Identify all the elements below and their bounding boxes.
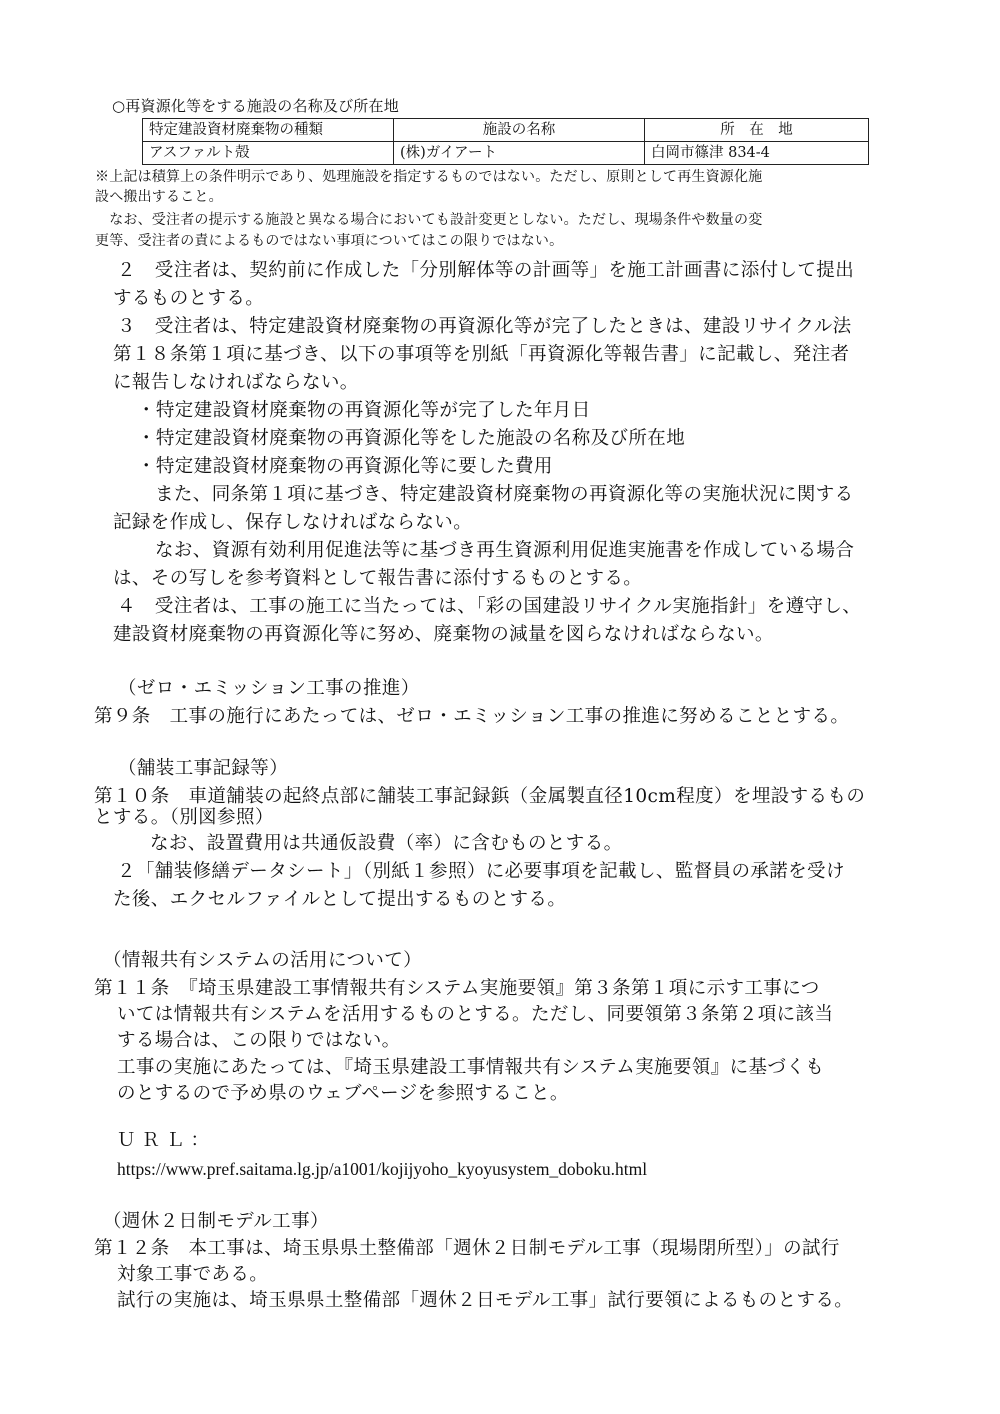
article8-para: ４ 受注者は、工事の施工に当たっては、「彩の国建設リサイクル実施指針」を遵守し、: [117, 596, 862, 617]
article12-text: 試行の実施は、埼玉県県土整備部「週休２日モデル工事」試行要領によるものとする。: [117, 1290, 854, 1311]
url-label: ＵＲＬ：: [117, 1130, 216, 1151]
article8-para: するものとする。: [113, 288, 265, 309]
cell-location: 白岡市篠津 834-4: [645, 142, 869, 165]
note-line: ※上記は積算上の条件明示であり、処理施設を指定するものではない。ただし、原則として再生資源化施: [95, 169, 763, 185]
article12-text: 第１２条 本工事は、埼玉県県土整備部「週休２日制モデル工事（現場閉所型）」の試行: [94, 1238, 840, 1259]
info-sharing-url-link[interactable]: https://www.pref.saitama.lg.jp/a1001/kojijyoho_kyoyusystem_doboku.html: [117, 1159, 648, 1179]
article11-text: いては情報共有システムを活用するものとする。ただし、同要領第３条第２項に該当: [117, 1004, 834, 1025]
article11-text: 工事の実施にあたっては、『埼玉県建設工事情報共有システム実施要領』に基づくも: [117, 1057, 825, 1078]
table-row: [143, 142, 869, 165]
article8-para: なお、資源有効利用促進法等に基づき再生資源利用促進実施書を作成している場合: [155, 540, 855, 561]
header-location: 所 在 地: [645, 119, 869, 142]
article9-text: 第９条 工事の施行にあたっては、ゼロ・エミッション工事の推進に努めることとする。: [94, 706, 850, 727]
header-waste-type: 特定建設資材廃棄物の種類: [143, 119, 394, 142]
article11-heading: （情報共有システムの活用について）: [103, 950, 423, 971]
article10-text: ２「舗装修繕データシート」（別紙１参照）に必要事項を記載し、監督員の承諾を受け: [117, 861, 845, 882]
article8-para: は、その写しを参考資料として報告書に添付するものとする。: [113, 568, 643, 589]
article10-text: とする。（別図参照）: [94, 807, 274, 828]
cell-waste-type: アスファルト殻: [143, 142, 394, 165]
cell-facility-name: (株)ガイアート: [394, 142, 645, 165]
article10-text: た後、エクセルファイルとして提出するものとする。: [113, 889, 567, 910]
table-header-row: [143, 119, 869, 142]
article8-para: に報告しなければならない。: [113, 372, 359, 393]
facility-table: [142, 118, 869, 165]
article11-text: のとするので予め県のウェブページを参照すること。: [117, 1083, 569, 1104]
article8-para: 建設資材廃棄物の再資源化等に努め、廃棄物の減量を図らなければならない。: [113, 624, 774, 645]
article12-heading: （週休２日制モデル工事）: [103, 1211, 329, 1232]
article8-bullet: ・特定建設資材廃棄物の再資源化等に要した費用: [137, 456, 553, 477]
article8-para: また、同条第１項に基づき、特定建設資材廃棄物の再資源化等の実施状況に関する: [155, 484, 854, 505]
header-facility-name: 施設の名称: [394, 119, 645, 142]
article11-text: 第１１条 『埼玉県建設工事情報共有システム実施要領』第３条第１項に示す工事につ: [94, 978, 820, 999]
article8-bullet: ・特定建設資材廃棄物の再資源化等が完了した年月日: [137, 400, 591, 421]
note-line: 更等、受注者の責によるものではない事項についてはこの限りではない。: [95, 233, 564, 249]
article11-text: する場合は、この限りではない。: [117, 1030, 401, 1051]
article8-para: ２ 受注者は、契約前に作成した「分別解体等の計画等」を施工計画書に添付して提出: [117, 260, 855, 281]
facilities-title: ○再資源化等をする施設の名称及び所在地: [112, 97, 399, 115]
article8-para: ３ 受注者は、特定建設資材廃棄物の再資源化等が完了したときは、建設リサイクル法: [117, 316, 852, 337]
article10-text: 第１０条 車道舗装の起終点部に舗装工事記録鋲（金属製直径10cm程度）を埋設するもの: [94, 786, 866, 807]
article10-heading: （舗装工事記録等）: [118, 758, 289, 779]
note-line: 設へ搬出すること。: [95, 189, 223, 205]
note-line: なお、受注者の提示する施設と異なる場合においても設計変更としない。ただし、現場条件や数量の変: [95, 212, 763, 228]
article8-para: 第１８条第１項に基づき、以下の事項等を別紙「再資源化等報告書」に記載し、発注者: [113, 344, 850, 365]
article9-heading: （ゼロ・エミッション工事の推進）: [118, 678, 420, 699]
article10-text: なお、設置費用は共通仮設費（率）に含むものとする。: [150, 833, 623, 854]
article8-para: 記録を作成し、保存しなければならない。: [113, 512, 473, 533]
article8-bullet: ・特定建設資材廃棄物の再資源化等をした施設の名称及び所在地: [137, 428, 686, 449]
article12-text: 対象工事である。: [117, 1264, 269, 1285]
